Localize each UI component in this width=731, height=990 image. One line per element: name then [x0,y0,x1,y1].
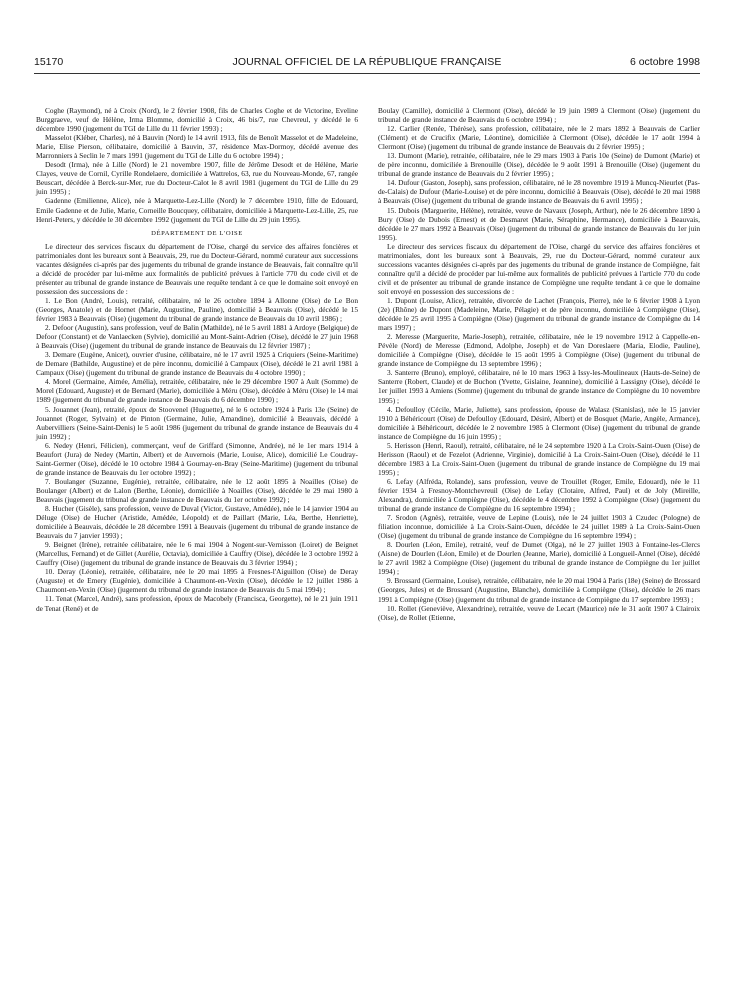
paragraph: Boulay (Camille), domicilié à Clermont (Oise), décédé le 19 juin 1989 à Clermont (Oise) (jugement du tribunal de grande instance de Beauvais du 6 octobre 1994) ; [378,106,700,125]
header-rule [34,73,700,74]
paragraph: 2. Defoor (Augustin), sans profession, veuf de Balin (Mathilde), né le 5 avril 1881 à Ardoye (Belgique) de Defoor (Constant) et de Vanlaecken (Sylvie), domicilié au Mont-Saint-Adrien (Oise), décédé le 27 juin 1968 à Beauvais (Oise) (jugement du tribunal de grande instance de Beauvais du 12 février 1987) ; [36,323,358,351]
paragraph: 10. Deray (Léonie), retraitée, célibataire, née le 20 mai 1895 à Fresnes-l'Aiguillon (Oise) de Deray (Auguste) et de Emery (Eugénie), domiciliée à Chaumont-en-Vexin (Oise), décédée le 12 juillet 1986 à Chaumont-en-Vexin (Oise) (jugement du tribunal de grande instance de Beauvais du 5 mai 1994) ; [36,567,358,595]
page-number: 15170 [34,56,64,68]
right-column [378,106,700,622]
paragraph: Coghe (Raymond), né à Croix (Nord), le 2 février 1908, fils de Charles Coghe et de Victorine, Eveline Burggraeve, veuf de Hélène, Irma Blomme, domicilié à Croix, 46 bis/7, rue Chevreul, y décédé le 6 décembre 1990 (jugement du TGI de Lille du 11 février 1993) ; [36,106,358,134]
paragraph: 3. Demare (Eugène, Anicet), ouvrier d'usine, célibataire, né le 17 avril 1925 à Criquiers (Seine-Maritime) de Demare (Bathilde, Augustine) et de père inconnu, domicilié à Campaux (Oise), décédé le 21 avril 1981 à Campaux (Oise) (jugement du tribunal de grande instance de Beauvais du 4 octobre 1990) ; [36,350,358,378]
paragraph: 1. Le Bon (André, Louis), retraité, célibataire, né le 26 octobre 1894 à Allonne (Oise) de Le Bon (Georges, Anatole) et de Hornet (Marie, Augustine, Pauline), domicilié à Beauvais (Oise), décédé le 15 février 1983 à Beauvais (Oise) (jugement du tribunal de grande instance de Beauvais du 10 avril 1986) ; [36,295,358,324]
page-header [34,56,700,72]
paragraph: 4. Defoulloy (Cécile, Marie, Juliette), sans profession, épouse de Walasz (Stanislas), née le 15 janvier 1910 à Béhéricourt (Oise) de Defoulloy (Edouard, Désiré, Albert) et de Bosquet (Marie, Angèle, Armance), domiciliée à Béhéricourt, décédée le 2 novembre 1985 à Clermont (Oise) (jugement du tribunal de grande instance de Compiègne du 16 juin 1995) ; [378,404,700,441]
paragraph: 5. Jouannet (Jean), retraité, époux de Stoovenel (Huguette), né le 6 octobre 1924 à Paris 13e (Seine) de Jouannet (Roger, Sylvain) et de Pinton (Germaine, Julie, Amandine), domicilié à Beauvais, décédé à Aubervilliers (Seine-Saint-Denis) le 5 août 1986 (jugement du tribunal de grande instance de Beauvais du 4 juin 1992) ; [36,404,358,441]
paragraph: Le directeur des services fiscaux du département de l'Oise, chargé du service des affaires foncières et matrimoniales, dont les bureaux sont à Beauvais, 29, rue du Docteur-Gérard, nommé curateur aux successions vacantes désignées ci-après par des jugements du tribunal de grande instance de Compiègne, fait connaître qu'il a décidé de procéder par lui-même aux formalités de publicité prévues à l'article 770 du code civil et de présenter au tribunal de grande instance de Compiègne une requête tendant à ce que le domaine soit envoyé en possession des successions de : [378,241,700,296]
paragraph: 4. Morel (Germaine, Aimée, Amélia), retraitée, célibataire, née le 29 décembre 1907 à Ault (Somme) de Morel (Edouard, Auguste) et de Bernard (Marie), domiciliée à Méru (Oise), décédée à Méru (Oise) le 14 mai 1989 (jugement du tribunal de grande instance de Beauvais du 6 décembre 1990) ; [36,377,358,405]
paragraph: Le directeur des services fiscaux du département de l'Oise, chargé du service des affaires foncières et patrimoniales dont les bureaux sont à Beauvais, 29, rue du Docteur-Gérard, nommé curateur aux successions vacantes désignées ci-après par des jugements du tribunal de grande instance de Beauvais, fait connaître qu'il a décidé de procéder par lui-même aux formalités de publicité prévues à l'article 770 du code civil et de présenter au tribunal de grande instance de Beauvais une requête tendant à ce que le domaine soit envoyé en possession des successions de : [36,241,358,296]
section-heading: DÉPARTEMENT DE L'OISE [151,229,243,237]
paragraph: 5. Herisson (Henri, Raoul), retraité, célibataire, né le 24 septembre 1920 à La Croix-Saint-Ouen (Oise) de Herisson (Raoul) et de Fezelot (Adrienne, Virginie), domicilié à La Croix-Saint-Ouen (Oise), décédé le 11 décembre 1983 à La Croix-Saint-Ouen (jugement du tribunal de grande instance de Compiègne du 19 mai 1995) ; [378,440,700,477]
paragraph: 3. Santerre (Bruno), employé, célibataire, né le 10 mars 1963 à Issy-les-Moulineaux (Hauts-de-Seine) de Santerre (Robert, Claude) et de Buchon (Yvette, Gislaine, Jeannine), domicilié à Lassigny (Oise), décédé le 1er juillet 1993 à Amiens (Somme) (jugement du tribunal de grande instance de Compiègne du 10 novembre 1995) ; [378,368,700,405]
paragraph: Masselot (Kléber, Charles), né à Bauvin (Nord) le 14 avril 1913, fils de Benoît Masselot et de Madeleine, Marie, Elise Pierson, célibataire, domicilié à Bauvin, 37, résidence Max-Dormoy, décédé avenue des Marronniers à Seclin le 7 mars 1991 (jugement du TGI de Lille du 6 octobre 1994) ; [36,133,358,161]
paragraph: 13. Dumont (Marie), retraitée, célibataire, née le 29 mars 1903 à Paris 10e (Seine) de Dumont (Marie) et de père inconnu, domiciliée à Brenouille (Oise), décédée le 9 août 1991 à Brenouille (Oise) (jugement du tribunal de grande instance de Beauvais du 2 février 1995) ; [378,151,700,179]
paragraph: 1. Dupont (Louise, Alice), retraitée, divorcée de Lachet (François, Pierre), née le 6 février 1908 à Lyon (2e) (Rhône) de Dupont (Madeleine, Marie, Pélagie) et de père inconnu, domiciliée à Compiègne (Oise), décédée le 25 avril 1995 à Compiègne (Oise) (jugement du tribunal de grande instance de Compiègne du 14 mars 1997) ; [378,295,700,333]
paragraph: 8. Hucher (Gisèle), sans profession, veuve de Duval (Victor, Gustave, Amédée), née le 14 janvier 1904 au Déluge (Oise) de Hucher (Aristide, Amédée, Léopold) et de Paillart (Marie, Léa, Berthe, Henriette), domiciliée à Beauvais, décédée le 28 décembre 1991 à Beauvais (jugement du tribunal de grande instance de Beauvais du 7 janvier 1993) ; [36,504,358,541]
paragraph: 9. Brossard (Germaine, Louise), retraitée, célibataire, née le 20 mai 1904 à Paris (18e) (Seine) de Brossard (Georges, Jules) et de Brossard (Augustine, Blanche), domiciliée à Compiègne (Oise), décédée le 26 mars 1991 à Compiègne (Oise) (jugement du tribunal de grande instance de Compiègne du 17 septembre 1993) ; [378,576,701,604]
paragraph: 7. Boulanger (Suzanne, Eugénie), retraitée, célibataire, née le 12 août 1895 à Noailles (Oise) de Boulanger (Albert) et de Lalon (Berthe, Léonie), domiciliée à Noailles (Oise), décédée le 29 mai 1980 à Beauvais (jugement du tribunal de grande instance de Beauvais du 1er octobre 1992) ; [36,476,358,504]
paragraph: 7. Srodon (Agnès), retraitée, veuve de Lepine (Louis), née le 24 juillet 1903 à Czudec (Pologne) de filiation inconnue, domiciliée à La Croix-Saint-Ouen, décédée le 24 juillet 1989 à La Croix-Saint-Ouen (Oise) (jugement du tribunal de grande instance de Compiègne du 16 septembre 1994) ; [378,513,700,541]
paragraph: 11. Tenat (Marcel, André), sans profession, époux de Macobely (Francisca, Georgette), né le 21 juin 1911 de Tenat (René) et de [36,594,358,613]
paragraph: 9. Beignet (Irène), retraitée célibataire, née le 6 mai 1904 à Nogent-sur-Vernisson (Loiret) de Beignet (Marcellus, Fernand) et de Gillet (Aurélie, Octavia), domiciliée à Cauffry (Oise), décédée le 3 octobre 1992 à Cauffry (Oise) (jugement du tribunal de grande instance de Beauvais du 3 février 1994) ; [36,540,358,568]
paragraph: 14. Dufour (Gaston, Joseph), sans profession, célibataire, né le 28 novembre 1919 à Muncq-Nieurlet (Pas-de-Calais) de Dufour (Marie-Louise) et de père inconnu, domicilié à Beauvais (Oise), décédé le 20 mai 1988 à Beauvais (Oise) (jugement du tribunal de grande instance de Beauvais du 6 avril 1995) ; [378,178,700,206]
paragraph: 2. Meresse (Marguerite, Marie-Joseph), retraitée, célibataire, née le 19 novembre 1912 à Cappelle-en-Pévèle (Nord) de Meresse (Edmond, Adolphe, Joseph) et de Van Doreslaere (Maria, Elodie, Pauline), domiciliée à Compiègne (Oise), décédée le 15 août 1995 à Compiègne (Oise) (jugement du tribunal de grande instance de Compiègne du 13 septembre 1996) ; [378,332,700,369]
paragraph: 15. Dubois (Marguerite, Hélène), retraitée, veuve de Navaux (Joseph, Arthur), née le 26 décembre 1890 à Bury (Oise) de Dubois (Ernest) et de Desmaret (Marie, Séraphine, Hermance), domiciliée à Beauvais, décédée le 27 mars 1992 à Beauvais (Oise) (jugement du tribunal de grande instance de Beauvais du 1er juin 1995). [378,205,700,242]
paragraph: 6. Lefay (Alfréda, Rolande), sans profession, veuve de Trouillet (Roger, Emile, Edouard), née le 11 février 1934 à Fresnoy-Montchevreuil (Oise) de Lefay (Clotaire, Alfred, Paul) et de Joly (Mireille, Alexandra), domiciliée à Compiègne (Oise), décédée le 4 décembre 1992 à Compiègne (Oise) (jugement du tribunal de grande instance de Compiègne du 16 septembre 1994) ; [378,476,700,514]
paragraph: Gadenne (Emilienne, Alice), née à Marquette-Lez-Lille (Nord) le 7 décembre 1910, fille de Edouard, Emile Gadenne et de Julie, Marie, Corneille Boucquey, célibataire, domiciliée à Marquette-Lez-Lille, 25, rue Henri-Peters, y décédée le 30 décembre 1992 (jugement du TGI de Lille du 29 juin 1995). [36,196,358,224]
paragraph: 6. Nedey (Henri, Félicien), commerçant, veuf de Griffard (Simonne, Andrée), né le 1er mars 1914 à Beaufort (Jura) de Nedey (Martin, Albert) et de Auvernois (Marie, Louise, Alice), domicilié Le Coudray-Saint-Germer (Oise), décédé le 10 octobre 1984 à Gournay-en-Bray (Seine-Maritime) (jugement du tribunal de grande instance de Beauvais du 1er octobre 1992) ; [36,440,358,477]
journal-title: JOURNAL OFFICIEL DE LA RÉPUBLIQUE FRANÇAISE [232,56,502,68]
left-column [36,106,358,613]
paragraph: 12. Carlier (Renée, Thérèse), sans profession, célibataire, née le 2 mars 1892 à Beauvais de Carlier (Clément) et de Crucifix (Marie, Léontine), domiciliée à Clermont (Oise), décédée le 17 août 1994 à Clermont (Oise) (jugement du tribunal de grande instance de Beauvais du 2 février 1995) ; [378,124,700,152]
paragraph: 8. Dourlen (Léon, Emile), retraité, veuf de Dumet (Olga), né le 27 juillet 1903 à Fontaine-les-Clercs (Aisne) de Dourlen (Léon, Emile) et de Dourlen (Jeanne, Marie), domicilié à Longueil-Annel (Oise), décédé le 27 avril 1982 à Compiègne (Oise) (jugement du tribunal de grande instance de Compiègne du 1er juillet 1994) ; [378,540,700,577]
paragraph: Desodt (Irma), née à Lille (Nord) le 21 novembre 1907, fille de Jérôme Desodt et de Hélène, Marie Clayes, veuve de Cornil, Cyrille Rondelaere, domiciliée à Wattrelos, 63, rue du Nouveau-Monde, 67, rangée Beuscart, décédée à Berck-sur-Mer, rue du Docteur-Calot le 8 avril 1981 (jugement du TGI de Lille du 29 juin 1995) ; [36,160,358,197]
issue-date: 6 octobre 1998 [629,56,700,68]
paragraph: 10. Rollet (Geneviève, Alexandrine), retraitée, veuve de Lecart (Maurice) née le 31 août 1907 à Clairoix (Oise), de Rollet (Etienne, [378,603,700,622]
